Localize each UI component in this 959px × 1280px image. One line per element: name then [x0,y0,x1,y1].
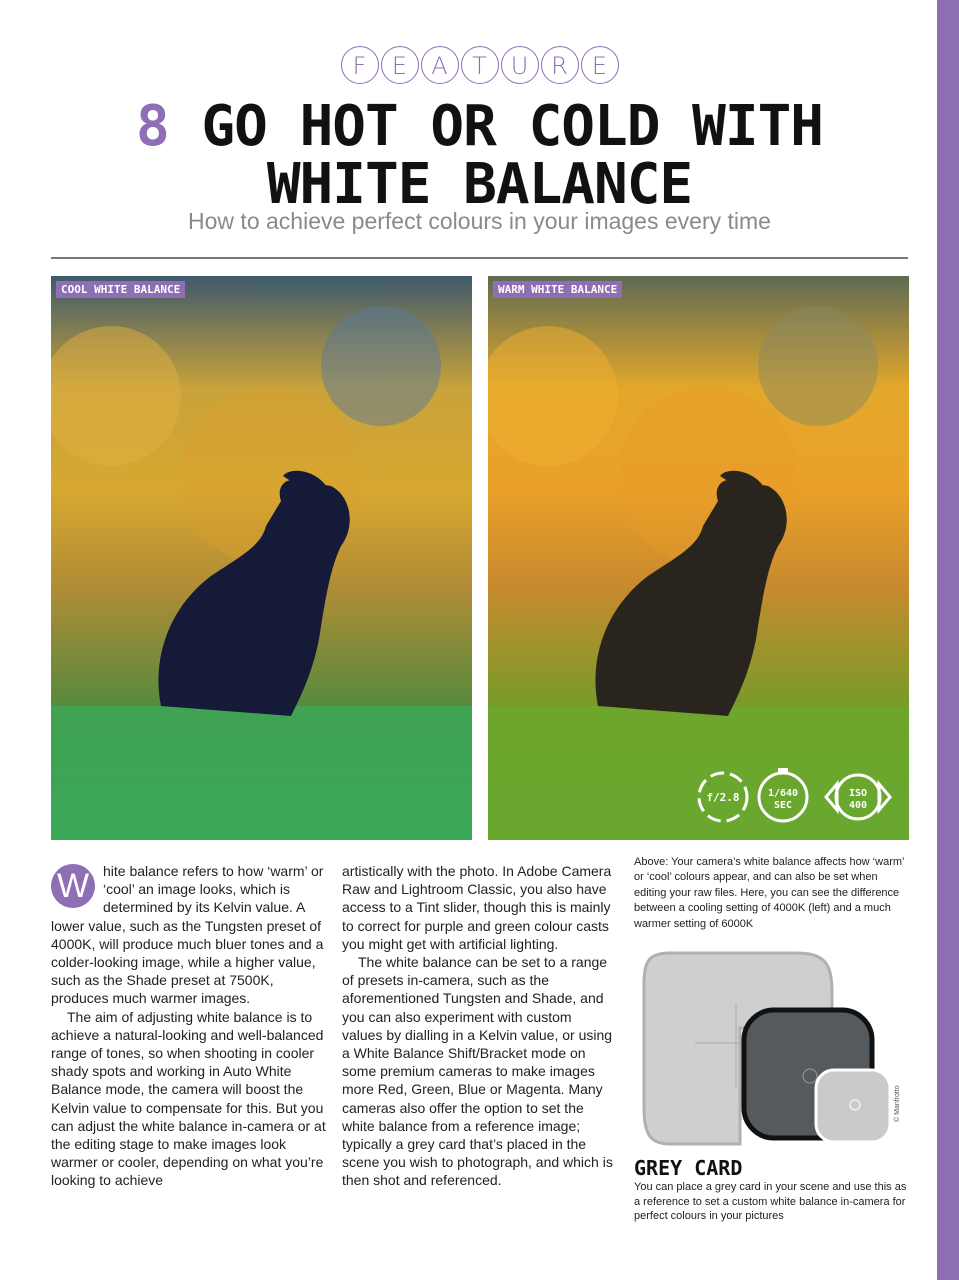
dog-illustration [488,276,909,840]
title-line1: GO HOT OR COLD WITH [201,94,824,159]
grey-card-heading: GREY CARD [634,1156,743,1180]
photo-caption: Above: Your camera’s white balance affects how ‘warm’ or ‘cool’ colours appear, and can also be set when editing your raw files. Here, you can see the difference between a cooling setting of 4000K (left) and a much warmer setting of 6000K [634,856,905,930]
title-number: 8 [135,94,169,159]
exposure-settings [696,762,896,832]
body-column-1 [51,862,326,1190]
paragraph [51,862,326,1008]
grey-card-text: You can place a grey card in your scene and use this as a reference to set a custom white balance in-camera for perfect colours in your pictures [634,1181,907,1222]
paragraph-text: hite balance refers to how ‘warm’ or ‘cool’ an image looks, which is determined by its Kelvin value. A lower value, such as the Tungsten preset of 4000K, will produce much bluer tones and a colder-looking image, while a higher value, such as the Shade preset at 7500K, produces much warmer images. [51,863,324,1007]
warm-photo [488,276,909,840]
paragraph: artistically with the photo. In Adobe Camera Raw and Lightroom Classic, you also have access to a Tint slider, though this is mainly to correct for purple and green colour casts you might get with artificial lighting. [342,863,612,952]
feature-letter: U [501,46,539,84]
feature-letter: E [381,46,419,84]
cool-photo [51,276,472,840]
dog-illustration [51,276,472,840]
feature-letter: R [541,46,579,84]
feature-letter: E [581,46,619,84]
divider [51,257,908,259]
feature-letter: T [461,46,499,84]
aperture-icon [699,773,747,821]
shutter-value: 1/640 [767,788,799,799]
shutter-unit: SEC [773,800,793,811]
title-line2: WHITE BALANCE [266,152,693,217]
feature-letter: F [341,46,379,84]
drop-cap: W [51,864,95,908]
iso-value: 400 [848,800,868,811]
shutter-icon [759,768,807,821]
iso-icon [826,775,890,819]
feature-letter: A [421,46,459,84]
page-title [0,94,959,217]
image-credit: © Manfrotto [894,1085,901,1122]
paragraph: The aim of adjusting white balance is to achieve a natural-looking and well-balanced range of tones, so when shooting in cooler shady spots and working in Auto White Balance mode, the camera will boost the Kelvin value to compensate for this. But you can adjust the white balance in-camera or at the editing stage to make images look warmer or cooler, depending on what you’re looking to achieve [51,1008,326,1189]
body-column-2 [342,862,614,1190]
subtitle: How to achieve perfect colours in your images every time [188,208,771,234]
paragraph: The white balance can be set to a range of presets in-camera, such as the aforementioned Tungsten and Shade, and you can also experiment with custom values by dialling in a Kelvin value, or using a White Balance Shift/Bracket mode on some premium cameras to make images more Red, Green, Blue or Magenta. Many cameras also offer the option to set the white balance from a reference image; typically a grey card that’s placed in the scene you wish to photograph, and which is then shot and referenced. [342,954,613,1189]
warm-label: WARM WHITE BALANCE [493,281,622,298]
grey-card-image [640,948,892,1148]
iso-label: ISO [848,788,868,799]
cool-label: COOL WHITE BALANCE [56,281,185,298]
feature-badge [0,46,959,84]
aperture-value: f/2.8 [706,791,740,804]
